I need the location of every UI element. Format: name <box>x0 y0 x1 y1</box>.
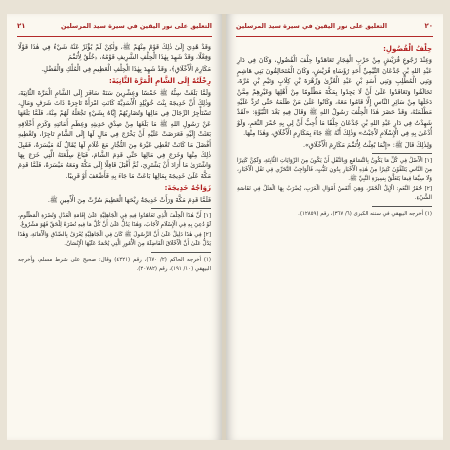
left-running-title: التعليق على نور اليقين في سيرة سيد المرسلين <box>60 22 212 30</box>
left-page-number: ٢١ <box>17 22 26 30</box>
footnote-divider <box>372 206 432 207</box>
right-page-number: ٢٠ <box>424 22 433 30</box>
section-heading: رِحْلَتُهُ إِلَى الشَّامِ الْمَرَّةَ الثَّانِيَةَ: <box>108 77 211 86</box>
paragraph: وَلِذٰلِكَ قَالَ ﷺ: «إِنَّمَا بُعِثْتُ لِأُتَمِّمَ مَكَارِمَ الْأَخْلَاقِ». <box>302 140 432 149</box>
divider <box>372 153 432 154</box>
commentary-note: [١] أَنَّ هٰذَا الْحِلْفَ الَّذِي تَعَاهَدُوا فِيهِ فِي الْجَاهِلِيَّةِ عَلَىٰ إِقَامَةِ الْعَدْلِ وَنُصْرَةِ الْمَظْلُومِ، لَوْ دُعِيَ بِهِ فِي الْإِسْلَامِ لَأَجَابَ، وَهٰذَا يَدُلُّ عَلَىٰ أَنَّ كُلَّ مَا فِيهِ نُصْرَةٌ لِلْحَقِّ فَهُوَ مَشْرُوعٌ. <box>18 213 211 229</box>
right-page-header <box>236 22 433 37</box>
commentary-note: [١] الْأَصْلُ فِي كُلِّ مَا يَكُونُ بِالتَّسَامُعِ وَبِالنَّقْلِ أَنْ يَكُونَ مِنَ الرِّوَايَاتِ الثَّابِتَةِ، وَلَكِنَّ كَثِيرًا مِنَ النَّاسِ يَتَلَقَّوْنَ كَثِيرًا مِنْ هٰذِهِ الْأَخْبَارِ بِدُونِ تَثَبُّتٍ، فَالْوَاجِبُ التَّحَرِّي فِي نَقْلِ الْأَخْبَارِ، وَلَا سِيَّمَا فِيمَا يَتَعَلَّقُ بِسِيرَةِ النَّبِيِّ ﷺ. <box>237 158 432 183</box>
right-page-body <box>237 42 432 220</box>
commentary-note: [٢] فِي هٰذَا دَلِيلٌ عَلَىٰ أَنَّ الرَّسُولَ ﷺ كَانَ فِي الْجَاهِلِيَّةِ يُعْرَفُ بِالصِّدْقِ وَالْأَمَانَةِ، وَهٰذَا يَدُلُّ عَلَىٰ أَنَّ الْأَخْلَاقَ الْفَاضِلَةَ مِنَ الْأُمُورِ الَّتِي يُحْمَدُ عَلَيْهَا الْإِنْسَانُ. <box>18 232 211 248</box>
paragraph: وَقَدْ هُدِيَ إِلَىٰ ذٰلِكَ قَوْمٌ مِنْهُمْ ﷺ، وَلٰكِنْ لَمْ يُؤْثَرْ عَنْهُ شَيْءٌ فِي هٰذَا قَوْلًا وَفِعْلًا، وَقَدْ شَهِدَ بِهٰذَا الْحِلْفِ الشَّرِيفِ قَوْمُهُ، ﴿خُلُقٌ لِأُتَمِّمَ <box>18 43 211 62</box>
section-heading: حِلْفُ الْفُضُولِ: <box>383 45 432 53</box>
section-heading: زَوَاجُهُ خَدِيجَةَ: <box>164 184 211 193</box>
paragraph: وَلَمَّا بَلَغَتْ سِنُّهُ ﷺ خَمْسًا وَعِشْرِينَ سَنَةً سَافَرَ إِلَى الشَّامِ الْمَرَّةَ الثَّانِيَةَ، وَذٰلِكَ أَنَّ خَدِيجَةَ بِنْتَ خُوَيْلِدٍ الْأَسَدِيَّةَ كَانَتِ امْرَأَةً تَاجِرَةً ذَاتَ شَرَفٍ وَمَالٍ، تَسْتَأْجِرُ الرِّجَالَ فِي مَالِهَا وَتُضَارِبُهُمْ إِيَّاهُ بِشَيْءٍ تَجْعَلُهُ لَهُمْ مِنْهُ، فَلَمَّا بَلَغَهَا عَنْ رَسُولِ اللهِ ﷺ مَا بَلَغَهَا مِنْ صِدْقِ حَدِيثِهِ وَعِظَمِ أَمَانَتِهِ وَكَرَمِ أَخْلَاقِهِ بَعَثَتْ إِلَيْهِ فَعَرَضَتْ عَلَيْهِ أَنْ يَخْرُجَ فِي مَالٍ لَهَا إِلَى الشَّامِ تَاجِرًا، وَتُعْطِيهِ أَفْضَلَ مَا كَانَتْ تُعْطِي غَيْرَهُ مِنَ التُّجَّارِ مَعَ غُلَامٍ لَهَا يُقَالُ لَهُ مَيْسَرَةُ، فَقَبِلَ ذٰلِكَ مِنْهَا وَخَرَجَ فِي مَالِهَا حَتَّى قَدِمَ الشَّامَ، فَبَاعَ سِلْعَتَهُ الَّتِي خَرَجَ بِهَا وَاشْتَرَىٰ مَا أَرَادَ أَنْ يَشْتَرِيَ، ثُمَّ أَقْبَلَ قَافِلًا إِلَى مَكَّةَ وَمَعَهُ مَيْسَرَةُ، فَلَمَّا قَدِمَ مَكَّةَ عَلَىٰ خَدِيجَةَ بِمَالِهَا بَاعَتْ مَا جَاءَ بِهِ فَأَضْعَفَ أَوْ قَرِيبًا. <box>18 88 211 180</box>
footnote-divider <box>151 252 211 253</box>
footnote: (١) أخرجه الحاكم (٢/ ٦٧٠)، رقم (٤٢٢١) وقال: صحيح على شرط مسلم، وأخرجه البيهقي (١٠/ ١٩١)، رقم (٢٠٧٨٢). <box>18 257 212 272</box>
left-page-header <box>17 22 212 37</box>
paragraph: مَكَارِمَ الْأَخْلَاقِ﴾، وَقَدْ شَهِدَ بِهٰذَا الْحِلْفِ الْعَظِيمِ فِي الْمُلْكِ وَالْفَضْلِ. <box>41 64 211 73</box>
paragraph: وَعِنْدَ رُجُوعِ قُرَيْشٍ مِنْ حَرْبِ الْفِجَارِ تَعَاهَدُوا حِلْفَ الْفُضُولِ، وَكَانَ فِي دَارِ عَبْدِ اللهِ بْنِ جُدْعَانَ التَّيْمِيِّ أَحَدِ رُؤَسَاءِ قُرَيْشٍ، وَكَانَ الْمُتَحَالِفُونَ بَنِي هَاشِمٍ وَبَنِي الْمُطَّلِبِ وَبَنِي أَسَدِ بْنِ عَبْدِ الْعُزَّىٰ وَزُهْرَةَ بْنِ كِلَابٍ وَتَيْمِ بْنِ مُرَّةَ، تَحَالَفُوا وَتَعَاقَدُوا عَلَىٰ أَنْ لَا يَجِدُوا بِمَكَّةَ مَظْلُومًا مِنْ أَهْلِهَا وَغَيْرِهِمْ مِمَّنْ دَخَلَهَا مِنْ سَائِرِ النَّاسِ إِلَّا قَامُوا مَعَهُ، وَكَانُوا عَلَىٰ مَنْ ظَلَمَهُ حَتَّى تُرَدَّ عَلَيْهِ مَظْلَمَتُهُ، وَقَدْ حَضَرَ هٰذَا الْحِلْفَ رَسُولُ اللهِ ﷺ وَقَالَ فِيهِ بَعْدَ النُّبُوَّةِ: «لَقَدْ شَهِدْتُ فِي دَارِ عَبْدِ اللهِ بْنِ جُدْعَانَ حِلْفًا مَا أُحِبُّ أَنَّ لِي بِهِ حُمْرَ النَّعَمِ، وَلَوْ أُدْعَىٰ بِهِ فِي الْإِسْلَامِ لَأَجَبْتُ» وَذٰلِكَ أَنَّهُ ﷺ جَاءَ بِمَكَارِمِ الْأَخْلَاقِ، وَهٰذَا مِنْهَا. <box>237 56 432 138</box>
divider <box>151 208 211 209</box>
left-page <box>7 14 222 440</box>
right-running-title: التعليق على نور اليقين في سيرة سيد المرسلين <box>236 22 388 30</box>
right-page <box>226 14 443 440</box>
left-page-body <box>18 42 211 274</box>
commentary-note: [٢] حُمْرُ النَّعَمِ: الْإِبِلُ الْحُمْرُ، وَهِيَ أَنْفَسُ أَمْوَالِ الْعَرَبِ، يُضْرَبُ بِهَا الْمَثَلُ فِي نَفَاسَةِ الشَّيْءِ. <box>237 186 432 202</box>
paragraph: فَلَمَّا قَدِمَ مَكَّةَ وَرَأَتْ خَدِيجَةُ رِبْحَهَا الْعَظِيمَ سُرَّتْ مِنَ الْأَمِينِ ﷺ. <box>47 195 211 204</box>
footnote: (١) أخرجه البيهقي في سننه الكبرى (٦/ ٣٦٧)، رقم (١٢٨٥٩). <box>298 211 432 218</box>
